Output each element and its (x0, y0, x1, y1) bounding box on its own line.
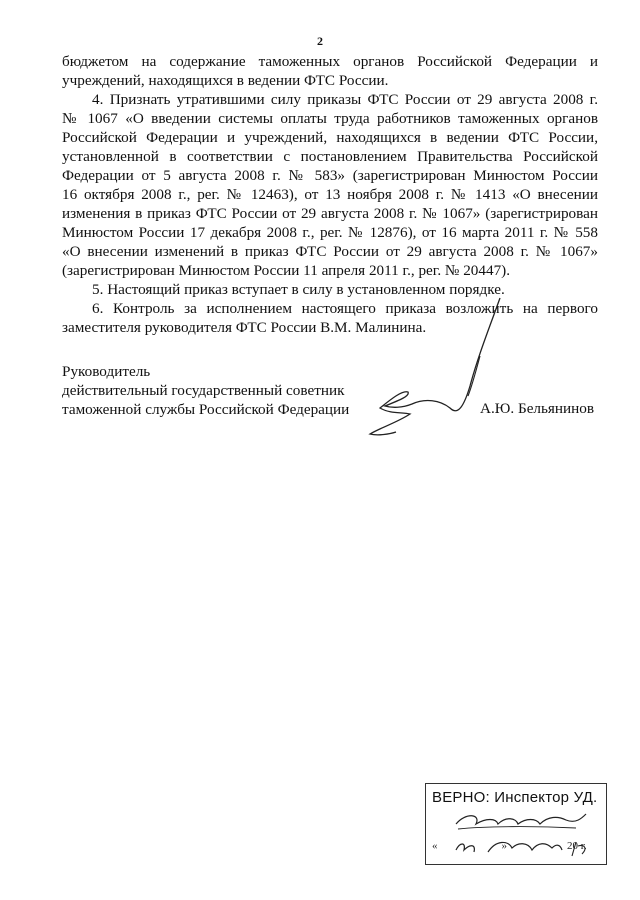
signatory-name: А.Ю. Бельянинов (480, 400, 595, 417)
text-line: бюджетом на содержание таможенных органов Российской Федерации и (62, 53, 598, 70)
text-line: 16 октября 2008 г., рег. № 12463), от 13 ноября 2008 г. № 1413 «О внесении (62, 186, 598, 203)
signatory-title-line: действительный государственный советник (62, 382, 345, 399)
certification-stamp (425, 783, 607, 865)
text-line: заместителя руководителя ФТС России В.М. Малинина. (62, 319, 427, 336)
text-line: учреждений, находящихся в ведении ФТС России. (62, 72, 389, 89)
text-line: установленной в соответствии с постановлением Правительства Российской (62, 148, 598, 165)
text-line: изменения в приказ ФТС России от 29 августа 2008 г. № 1067» (зарегистрирован (62, 205, 598, 222)
text-line: Федерации от 5 августа 2008 г. № 583» (зарегистрирован Минюстом России (62, 167, 598, 184)
text-line: № 1067 «О введении системы оплаты труда работников таможенных органов (62, 110, 598, 127)
signatory-title (62, 362, 349, 419)
stamp-close-quote: » (501, 840, 507, 852)
text-line: Минюстом России 17 декабря 2008 г., рег. № 12876), от 16 марта 2011 г. № 558 (62, 224, 598, 241)
signatory-title-line: таможенной службы Российской Федерации (62, 401, 350, 418)
text-line: (зарегистрирован Минюстом России 11 апреля 2011 г., рег. № 20447). (62, 262, 511, 279)
page-number: 2 (317, 34, 323, 48)
stamp-open-quote: « (432, 840, 438, 852)
text-line: Российской Федерации и учреждений, находящихся в ведении ФТС России, (62, 129, 598, 146)
text-line: «О внесении изменений в приказ ФТС России от 29 августа 2008 г. № 1067» (62, 243, 598, 260)
stamp-handwriting (426, 784, 606, 864)
stamp-date (432, 840, 587, 852)
signatory-title-line: Руководитель (62, 363, 151, 380)
text-line: 6. Контроль за исполнением настоящего приказа возложить на первого (92, 300, 598, 317)
text-line: 5. Настоящий приказ вступает в силу в установленном порядке. (92, 281, 505, 298)
stamp-title: ВЕРНО: Инспектор УД. (432, 789, 598, 806)
stamp-year: 20 г. (567, 840, 587, 852)
handwritten-signature (330, 296, 530, 446)
text-line: 4. Признать утратившими силу приказы ФТС России от 29 августа 2008 г. (92, 91, 598, 108)
